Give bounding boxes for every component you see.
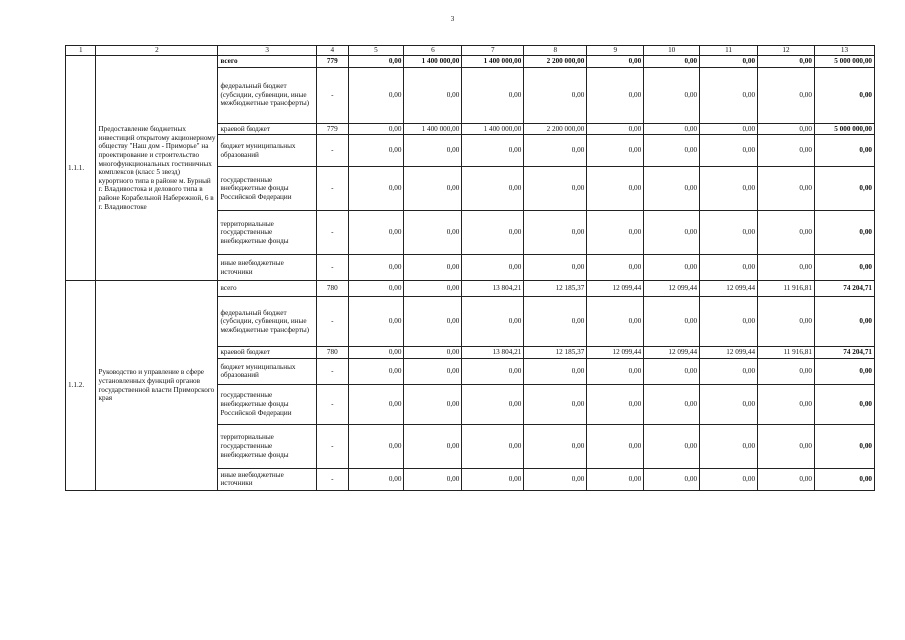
year-value: 0,00 bbox=[348, 281, 404, 297]
year-value: 0,00 bbox=[348, 67, 404, 123]
total-value: 0,00 bbox=[814, 468, 874, 490]
table-row bbox=[66, 56, 875, 68]
year-value: 0,00 bbox=[462, 167, 524, 211]
year-value: 0,00 bbox=[644, 67, 700, 123]
budget-code: - bbox=[317, 167, 349, 211]
year-value: 0,00 bbox=[644, 468, 700, 490]
year-value: 0,00 bbox=[404, 297, 462, 347]
funding-source: всего bbox=[218, 281, 317, 297]
year-value: 0,00 bbox=[644, 167, 700, 211]
year-value: 0,00 bbox=[348, 135, 404, 167]
year-value: 0,00 bbox=[700, 135, 758, 167]
column-header: 1 bbox=[66, 46, 96, 56]
budget-code: - bbox=[317, 67, 349, 123]
column-header: 4 bbox=[317, 46, 349, 56]
year-value: 0,00 bbox=[462, 424, 524, 468]
year-value: 0,00 bbox=[462, 67, 524, 123]
total-value: 0,00 bbox=[814, 424, 874, 468]
column-header: 9 bbox=[587, 46, 644, 56]
year-value: 0,00 bbox=[462, 468, 524, 490]
total-value: 0,00 bbox=[814, 297, 874, 347]
total-value: 0,00 bbox=[814, 135, 874, 167]
section-index: 1.1.1. bbox=[66, 56, 96, 281]
total-value: 0,00 bbox=[814, 384, 874, 424]
year-value: 11 916,81 bbox=[758, 281, 815, 297]
year-value: 0,00 bbox=[644, 211, 700, 255]
year-value: 0,00 bbox=[700, 67, 758, 123]
funding-source: государственные внебюджетные фонды Российской Федерации bbox=[218, 384, 317, 424]
column-header: 8 bbox=[524, 46, 587, 56]
year-value: 0,00 bbox=[348, 123, 404, 135]
year-value: 1 400 000,00 bbox=[404, 123, 462, 135]
year-value: 0,00 bbox=[404, 255, 462, 281]
column-header: 12 bbox=[758, 46, 815, 56]
total-value: 0,00 bbox=[814, 167, 874, 211]
year-value: 0,00 bbox=[404, 135, 462, 167]
year-value: 0,00 bbox=[644, 297, 700, 347]
budget-code: 780 bbox=[317, 281, 349, 297]
year-value: 0,00 bbox=[758, 255, 815, 281]
year-value: 0,00 bbox=[700, 123, 758, 135]
year-value: 0,00 bbox=[587, 56, 644, 68]
year-value: 0,00 bbox=[644, 56, 700, 68]
year-value: 0,00 bbox=[758, 297, 815, 347]
year-value: 0,00 bbox=[587, 424, 644, 468]
page-number: 3 bbox=[450, 15, 455, 23]
table-body bbox=[66, 56, 875, 491]
year-value: 0,00 bbox=[758, 67, 815, 123]
year-value: 0,00 bbox=[348, 255, 404, 281]
header-row bbox=[66, 46, 875, 56]
year-value: 0,00 bbox=[348, 424, 404, 468]
year-value: 12 185,37 bbox=[524, 347, 587, 359]
total-value: 0,00 bbox=[814, 211, 874, 255]
year-value: 0,00 bbox=[404, 167, 462, 211]
year-value: 0,00 bbox=[524, 255, 587, 281]
total-value: 74 204,71 bbox=[814, 347, 874, 359]
budget-code: - bbox=[317, 384, 349, 424]
table-row bbox=[66, 281, 875, 297]
total-value: 5 000 000,00 bbox=[814, 123, 874, 135]
budget-table bbox=[65, 45, 875, 491]
funding-source: территориальные государственные внебюджетные фонды bbox=[218, 211, 317, 255]
year-value: 13 804,21 bbox=[462, 281, 524, 297]
year-value: 0,00 bbox=[524, 211, 587, 255]
year-value: 0,00 bbox=[524, 468, 587, 490]
year-value: 0,00 bbox=[404, 211, 462, 255]
year-value: 0,00 bbox=[348, 297, 404, 347]
budget-code: - bbox=[317, 255, 349, 281]
funding-source: бюджет муниципальных образований bbox=[218, 135, 317, 167]
year-value: 0,00 bbox=[644, 384, 700, 424]
column-header: 6 bbox=[404, 46, 462, 56]
year-value: 0,00 bbox=[462, 297, 524, 347]
year-value: 1 400 000,00 bbox=[462, 123, 524, 135]
year-value: 0,00 bbox=[524, 297, 587, 347]
year-value: 0,00 bbox=[758, 123, 815, 135]
year-value: 0,00 bbox=[524, 358, 587, 384]
column-header: 13 bbox=[814, 46, 874, 56]
year-value: 0,00 bbox=[644, 424, 700, 468]
year-value: 0,00 bbox=[700, 297, 758, 347]
total-value: 0,00 bbox=[814, 255, 874, 281]
year-value: 0,00 bbox=[524, 135, 587, 167]
funding-source: государственные внебюджетные фонды Российской Федерации bbox=[218, 167, 317, 211]
year-value: 0,00 bbox=[462, 135, 524, 167]
column-header: 11 bbox=[700, 46, 758, 56]
year-value: 0,00 bbox=[700, 358, 758, 384]
funding-source: всего bbox=[218, 56, 317, 68]
year-value: 0,00 bbox=[404, 468, 462, 490]
budget-code: - bbox=[317, 468, 349, 490]
year-value: 0,00 bbox=[404, 67, 462, 123]
year-value: 0,00 bbox=[587, 123, 644, 135]
year-value: 0,00 bbox=[700, 384, 758, 424]
funding-source: федеральный бюджет (субсидии, субвенции, иные межбюджетные трансферты) bbox=[218, 297, 317, 347]
section-index: 1.1.2. bbox=[66, 281, 96, 491]
year-value: 0,00 bbox=[348, 167, 404, 211]
year-value: 0,00 bbox=[644, 135, 700, 167]
budget-code: - bbox=[317, 358, 349, 384]
year-value: 0,00 bbox=[462, 255, 524, 281]
budget-code: - bbox=[317, 424, 349, 468]
column-header: 5 bbox=[348, 46, 404, 56]
year-value: 1 400 000,00 bbox=[404, 56, 462, 68]
year-value: 0,00 bbox=[348, 468, 404, 490]
year-value: 0,00 bbox=[700, 468, 758, 490]
year-value: 2 200 000,00 bbox=[524, 56, 587, 68]
year-value: 0,00 bbox=[758, 167, 815, 211]
budget-code: 780 bbox=[317, 347, 349, 359]
budget-code: 779 bbox=[317, 123, 349, 135]
year-value: 0,00 bbox=[348, 358, 404, 384]
funding-source: краевой бюджет bbox=[218, 123, 317, 135]
year-value: 0,00 bbox=[404, 358, 462, 384]
year-value: 12 099,44 bbox=[700, 281, 758, 297]
year-value: 0,00 bbox=[758, 468, 815, 490]
column-header: 10 bbox=[644, 46, 700, 56]
funding-source: федеральный бюджет (субсидии, субвенции, иные межбюджетные трансферты) bbox=[218, 67, 317, 123]
year-value: 12 099,44 bbox=[644, 281, 700, 297]
year-value: 0,00 bbox=[348, 347, 404, 359]
year-value: 12 099,44 bbox=[587, 281, 644, 297]
year-value: 0,00 bbox=[524, 67, 587, 123]
year-value: 0,00 bbox=[404, 281, 462, 297]
year-value: 0,00 bbox=[587, 167, 644, 211]
year-value: 0,00 bbox=[758, 424, 815, 468]
year-value: 0,00 bbox=[644, 255, 700, 281]
year-value: 0,00 bbox=[700, 255, 758, 281]
year-value: 0,00 bbox=[587, 384, 644, 424]
budget-code: - bbox=[317, 297, 349, 347]
total-value: 0,00 bbox=[814, 358, 874, 384]
year-value: 0,00 bbox=[348, 56, 404, 68]
year-value: 13 804,21 bbox=[462, 347, 524, 359]
year-value: 0,00 bbox=[758, 56, 815, 68]
section-description: Руководство и управление в сфере установленных функций органов государственной власти Приморского края bbox=[96, 281, 218, 491]
year-value: 0,00 bbox=[587, 135, 644, 167]
year-value: 0,00 bbox=[462, 384, 524, 424]
year-value: 0,00 bbox=[524, 384, 587, 424]
year-value: 0,00 bbox=[587, 468, 644, 490]
year-value: 0,00 bbox=[587, 255, 644, 281]
year-value: 0,00 bbox=[700, 211, 758, 255]
column-header: 2 bbox=[96, 46, 218, 56]
section-description: Предоставление бюджетных инвестиций открытому акционерному обществу "Наш дом - Приморье" на проектирование и строительство многофункциональных гостиничных комплексов (класс 5 звезд) курортного типа в районе м. Бурный г. Владивостока и делового типа в районе Корабельной Набережной, 6 в г. Владивостоке bbox=[96, 56, 218, 281]
year-value: 0,00 bbox=[758, 135, 815, 167]
year-value: 12 185,37 bbox=[524, 281, 587, 297]
budget-code: - bbox=[317, 135, 349, 167]
funding-source: территориальные государственные внебюджетные фонды bbox=[218, 424, 317, 468]
year-value: 0,00 bbox=[348, 211, 404, 255]
year-value: 0,00 bbox=[644, 358, 700, 384]
year-value: 0,00 bbox=[644, 123, 700, 135]
year-value: 0,00 bbox=[524, 167, 587, 211]
year-value: 0,00 bbox=[462, 211, 524, 255]
total-value: 0,00 bbox=[814, 67, 874, 123]
budget-code: - bbox=[317, 211, 349, 255]
year-value: 11 916,81 bbox=[758, 347, 815, 359]
column-header: 7 bbox=[462, 46, 524, 56]
year-value: 0,00 bbox=[758, 211, 815, 255]
year-value: 0,00 bbox=[700, 56, 758, 68]
funding-source: краевой бюджет bbox=[218, 347, 317, 359]
year-value: 0,00 bbox=[587, 67, 644, 123]
year-value: 2 200 000,00 bbox=[524, 123, 587, 135]
column-header: 3 bbox=[218, 46, 317, 56]
year-value: 0,00 bbox=[462, 358, 524, 384]
year-value: 0,00 bbox=[587, 297, 644, 347]
year-value: 0,00 bbox=[587, 211, 644, 255]
funding-source: иные внебюджетные источники bbox=[218, 255, 317, 281]
funding-source: иные внебюджетные источники bbox=[218, 468, 317, 490]
year-value: 0,00 bbox=[404, 424, 462, 468]
year-value: 1 400 000,00 bbox=[462, 56, 524, 68]
year-value: 0,00 bbox=[524, 424, 587, 468]
total-value: 74 204,71 bbox=[814, 281, 874, 297]
year-value: 0,00 bbox=[758, 384, 815, 424]
year-value: 12 099,44 bbox=[587, 347, 644, 359]
year-value: 0,00 bbox=[348, 384, 404, 424]
year-value: 0,00 bbox=[758, 358, 815, 384]
year-value: 0,00 bbox=[404, 384, 462, 424]
year-value: 0,00 bbox=[404, 347, 462, 359]
year-value: 0,00 bbox=[700, 167, 758, 211]
budget-code: 779 bbox=[317, 56, 349, 68]
year-value: 12 099,44 bbox=[644, 347, 700, 359]
year-value: 0,00 bbox=[700, 424, 758, 468]
total-value: 5 000 000,00 bbox=[814, 56, 874, 68]
year-value: 12 099,44 bbox=[700, 347, 758, 359]
year-value: 0,00 bbox=[587, 358, 644, 384]
funding-source: бюджет муниципальных образований bbox=[218, 358, 317, 384]
